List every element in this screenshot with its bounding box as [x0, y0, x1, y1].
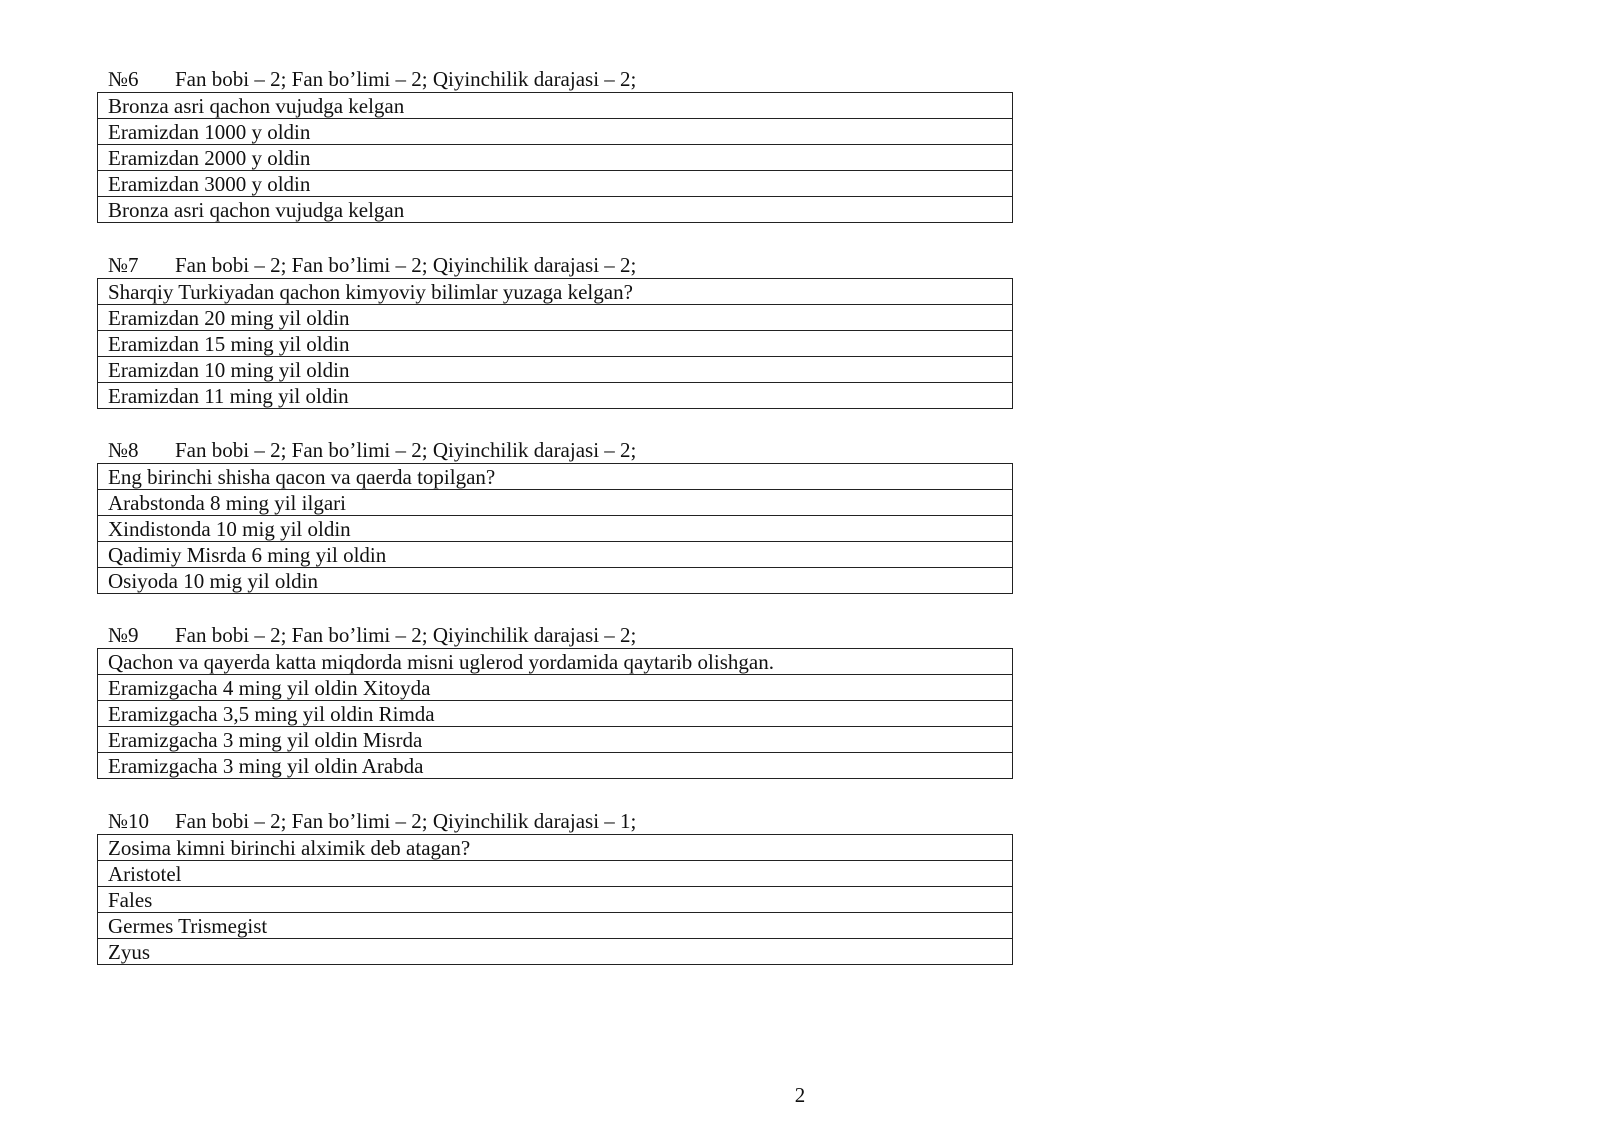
answer-option: Arabstonda 8 ming yil ilgari — [98, 489, 1012, 515]
answer-option: Eramizdan 15 ming yil oldin — [98, 330, 1012, 356]
answer-option: Eramizdan 3000 y oldin — [98, 170, 1012, 196]
question-header — [97, 808, 1013, 834]
question-block-10 — [97, 808, 1013, 965]
question-block-7 — [97, 252, 1013, 409]
question-table — [97, 463, 1013, 594]
answer-option: Zyus — [98, 938, 1012, 964]
question-text: Eng birinchi shisha qacon va qaerda topilgan? — [108, 465, 496, 489]
answer-option: Eramizgacha 3 ming yil oldin Arabda — [98, 752, 1012, 778]
question-meta: Fan bobi – 2; Fan bo’limi – 2; Qiyinchilik darajasi – 2; — [175, 623, 637, 647]
question-meta: Fan bobi – 2; Fan bo’limi – 2; Qiyinchilik darajasi – 2; — [175, 438, 637, 462]
answer-option: Germes Trismegist — [98, 912, 1012, 938]
question-meta: Fan bobi – 2; Fan bo’limi – 2; Qiyinchilik darajasi – 2; — [175, 67, 637, 91]
page-number: 2 — [794, 1083, 806, 1107]
question-table — [97, 92, 1013, 223]
question-text: Zosima kimni birinchi alximik deb atagan? — [108, 836, 471, 860]
answer-option: Eramizdan 2000 y oldin — [98, 144, 1012, 170]
question-header — [97, 437, 1013, 463]
question-number: №7 — [108, 253, 139, 277]
answer-option: Eramizgacha 3,5 ming yil oldin Rimda — [98, 700, 1012, 726]
question-number: №6 — [108, 67, 139, 91]
answer-option: Eramizgacha 3 ming yil oldin Misrda — [98, 726, 1012, 752]
question-header — [97, 66, 1013, 92]
answer-option: Eramizdan 20 ming yil oldin — [98, 304, 1012, 330]
question-number: №8 — [108, 438, 139, 462]
question-block-8 — [97, 437, 1013, 594]
answer-option: Fales — [98, 886, 1012, 912]
question-text: Qachon va qayerda katta miqdorda misni uglerod yordamida qaytarib olishgan. — [108, 650, 774, 674]
question-table — [97, 278, 1013, 409]
answer-option: Eramizdan 1000 y oldin — [98, 118, 1012, 144]
answer-option: Eramizdan 11 ming yil oldin — [98, 382, 1012, 408]
question-block-6 — [97, 66, 1013, 223]
question-text: Sharqiy Turkiyadan qachon kimyoviy bilimlar yuzaga kelgan? — [108, 280, 633, 304]
answer-option: Aristotel — [98, 860, 1012, 886]
question-number: №10 — [108, 809, 150, 833]
question-table — [97, 648, 1013, 779]
answer-option: Xindistonda 10 mig yil oldin — [98, 515, 1012, 541]
answer-option: Eramizdan 10 ming yil oldin — [98, 356, 1012, 382]
question-text: Bronza asri qachon vujudga kelgan — [108, 94, 405, 118]
question-header — [97, 622, 1013, 648]
question-meta: Fan bobi – 2; Fan bo’limi – 2; Qiyinchilik darajasi – 2; — [175, 253, 637, 277]
question-table — [97, 834, 1013, 965]
question-header — [97, 252, 1013, 278]
answer-option: Eramizgacha 4 ming yil oldin Xitoyda — [98, 674, 1012, 700]
answer-option: Qadimiy Misrda 6 ming yil oldin — [98, 541, 1012, 567]
question-number: №9 — [108, 623, 139, 647]
answer-option: Osiyoda 10 mig yil oldin — [98, 567, 1012, 593]
answer-option: Bronza asri qachon vujudga kelgan — [98, 196, 1012, 222]
question-meta: Fan bobi – 2; Fan bo’limi – 2; Qiyinchilik darajasi – 1; — [175, 809, 637, 833]
question-block-9 — [97, 622, 1013, 779]
